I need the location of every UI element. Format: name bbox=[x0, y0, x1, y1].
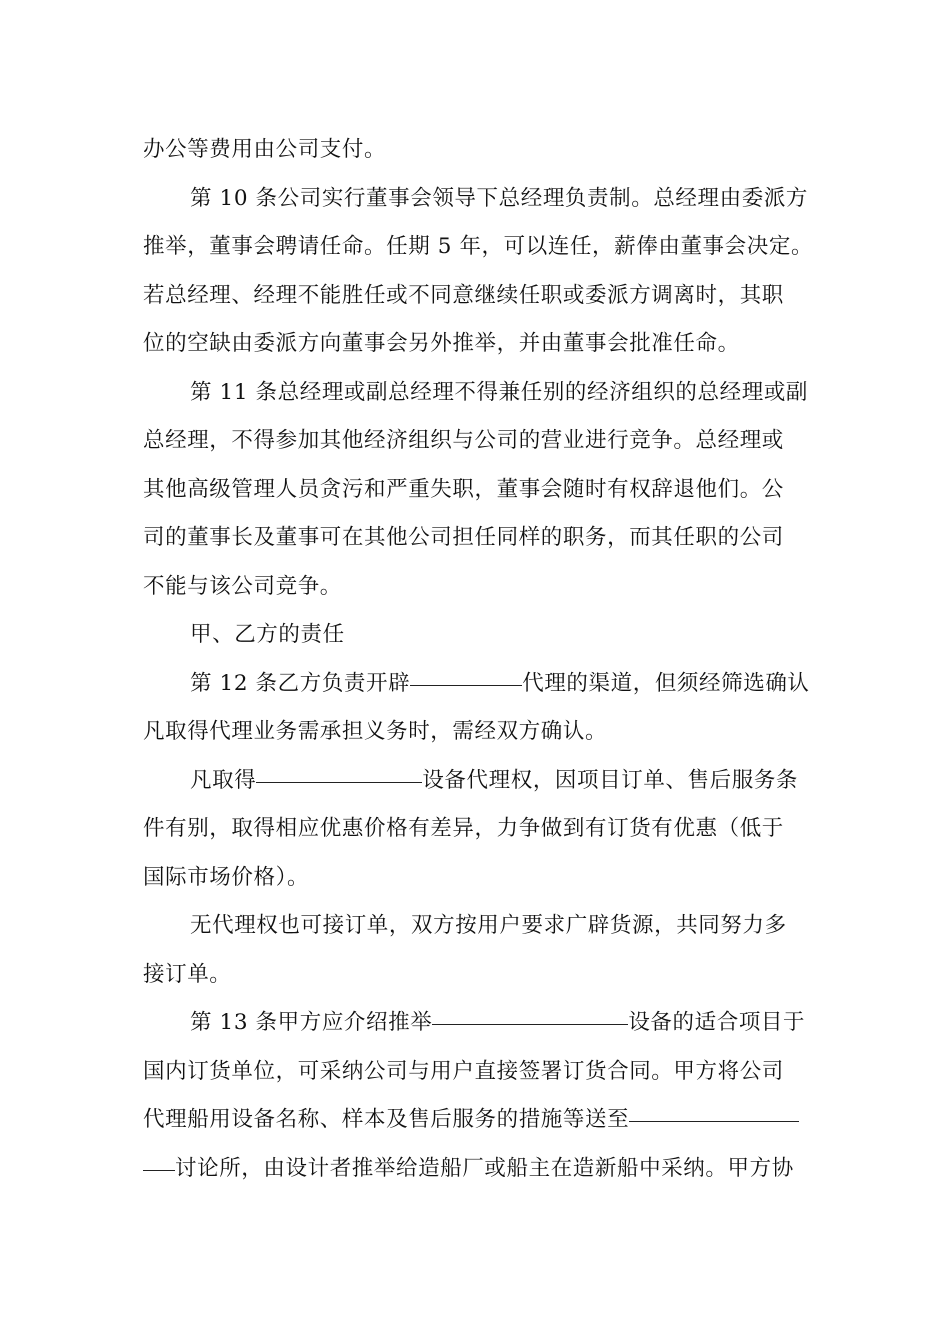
text-line bbox=[143, 223, 813, 272]
section-heading bbox=[143, 611, 813, 660]
paragraph-text: 接订单。 bbox=[143, 961, 232, 987]
paragraph-text: 办公等费用由公司支付。 bbox=[143, 137, 387, 162]
text-line bbox=[143, 320, 813, 369]
paragraph-text: 若总经理、经理不能胜任或不同意继续任职或委派方调离时，其职 bbox=[143, 282, 784, 308]
paragraph-text: 凡取得 bbox=[190, 767, 257, 793]
text-line bbox=[143, 1145, 813, 1194]
paragraph-text: 其他高级管理人员贪污和严重失职，董事会随时有权辞退他们。公 bbox=[143, 476, 784, 502]
heading-text: 甲、乙方的责任 bbox=[190, 622, 345, 647]
paragraph-text: 设备的适合项目于 bbox=[628, 1010, 806, 1035]
text-line bbox=[143, 660, 813, 709]
paragraph-text: 设备代理权，因项目订单、售后服务条 bbox=[422, 767, 799, 793]
paragraph-text: 凡取得代理业务需承担义务时，需经双方确认。 bbox=[143, 719, 608, 744]
text-line bbox=[143, 417, 813, 466]
text-line bbox=[143, 757, 813, 806]
paragraph-text: 代理的渠道，但须经筛选确认 bbox=[522, 670, 810, 696]
text-line bbox=[143, 369, 813, 418]
text-line bbox=[143, 1096, 813, 1145]
paragraph-text: 国内订货单位，可采纳公司与用户直接签署订货合同。甲方将公司 bbox=[143, 1058, 784, 1084]
paragraph-text: 位的空缺由委派方向董事会另外推举，并由董事会批准任命。 bbox=[143, 331, 740, 356]
paragraph-text: 推举，董事会聘请任命。任期 5 年，可以连任，薪俸由董事会决定。 bbox=[143, 234, 814, 259]
paragraph-text: 第 13 条甲方应介绍推举 bbox=[190, 1010, 433, 1035]
text-line bbox=[143, 805, 813, 854]
text-line bbox=[143, 708, 813, 757]
text-line bbox=[143, 175, 813, 224]
paragraph-text: 无代理权也可接订单，双方按用户要求广辟货源，共同努力多 bbox=[190, 913, 787, 938]
fill-in-blank bbox=[629, 1120, 799, 1122]
fill-in-blank bbox=[143, 1169, 175, 1171]
paragraph-text: 第 10 条公司实行董事会领导下总经理负责制。总经理由委派方 bbox=[190, 185, 809, 211]
text-line bbox=[143, 999, 813, 1048]
fill-in-blank bbox=[256, 781, 422, 783]
paragraph-text: 代理船用设备名称、样本及售后服务的措施等送至 bbox=[143, 1107, 630, 1132]
paragraph-text: 件有别，取得相应优惠价格有差异，力争做到有订货有优惠（低于 bbox=[143, 816, 784, 841]
paragraph-text: 司的董事长及董事可在其他公司担任同样的职务，而其任职的公司 bbox=[143, 525, 784, 550]
text-line bbox=[143, 272, 813, 321]
text-line bbox=[143, 126, 813, 175]
fill-in-blank bbox=[410, 684, 522, 686]
paragraph-text: 第 11 条总经理或副总经理不得兼任别的经济组织的总经理或副 bbox=[190, 379, 809, 405]
fill-in-blank bbox=[432, 1023, 628, 1025]
paragraph-text: 讨论所，由设计者推举给造船厂或船主在造新船中采纳。甲方协 bbox=[175, 1155, 794, 1181]
document-body bbox=[143, 126, 813, 1193]
text-line bbox=[143, 902, 813, 951]
text-line bbox=[143, 563, 813, 612]
paragraph-text: 总经理，不得参加其他经济组织与公司的营业进行竞争。总经理或 bbox=[143, 428, 784, 453]
text-line bbox=[143, 466, 813, 515]
text-line bbox=[143, 854, 813, 903]
text-line bbox=[143, 514, 813, 563]
paragraph-text: 不能与该公司竞争。 bbox=[143, 573, 342, 599]
text-line bbox=[143, 1048, 813, 1097]
paragraph-text: 国际市场价格）。 bbox=[143, 864, 310, 890]
text-line bbox=[143, 951, 813, 1000]
paragraph-text: 第 12 条乙方负责开辟 bbox=[190, 670, 411, 696]
